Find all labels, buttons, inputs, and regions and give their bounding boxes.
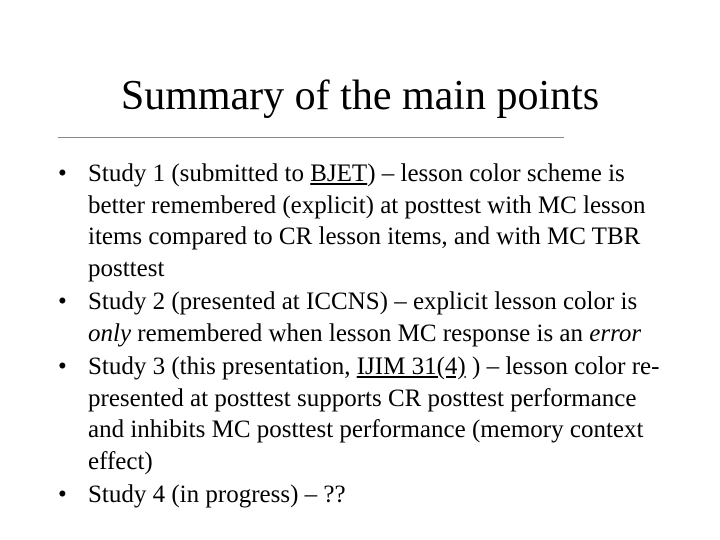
bullet-text: ) – lesson color scheme is better remembered (explicit) at posttest with MC lesson items compared to CR lesson items, and with MC TBR posttest (88, 160, 646, 282)
slide-title: Summary of the main points (120, 73, 600, 119)
bullet-study-3 (58, 351, 678, 477)
bullet-dot-icon: • (58, 288, 67, 315)
bullet-text: Study 2 (presented at ICCNS) – explicit lesson color is (88, 288, 638, 315)
bullet-dot-icon: • (58, 481, 67, 508)
bullet-dot-icon: • (58, 160, 67, 187)
bullet-text: Study 1 (submitted to (88, 160, 311, 187)
bullet-text: Study 3 (this presentation, (88, 353, 357, 380)
bullet-text: Study 4 (in progress) – ?? (88, 481, 346, 508)
bullet-dot-icon: • (58, 353, 67, 380)
emphasis-text: error (589, 319, 642, 347)
bullet-text: remembered when lesson MC response is an (131, 319, 590, 347)
bullet-study-1 (58, 158, 678, 284)
bullet-study-4 (58, 479, 678, 511)
bullet-study-2 (58, 286, 678, 349)
bullet-list (58, 158, 678, 513)
title-divider (58, 137, 564, 138)
journal-link-bjet[interactable]: BJET (310, 160, 368, 187)
emphasis-text: only (88, 319, 132, 347)
bullet-text: ) – lesson color re-presented at posttest supports CR posttest performance and inhibits MC posttest performance (memory context effect) (88, 353, 660, 475)
journal-link-ijim[interactable]: IJIM 31(4) (356, 353, 466, 380)
